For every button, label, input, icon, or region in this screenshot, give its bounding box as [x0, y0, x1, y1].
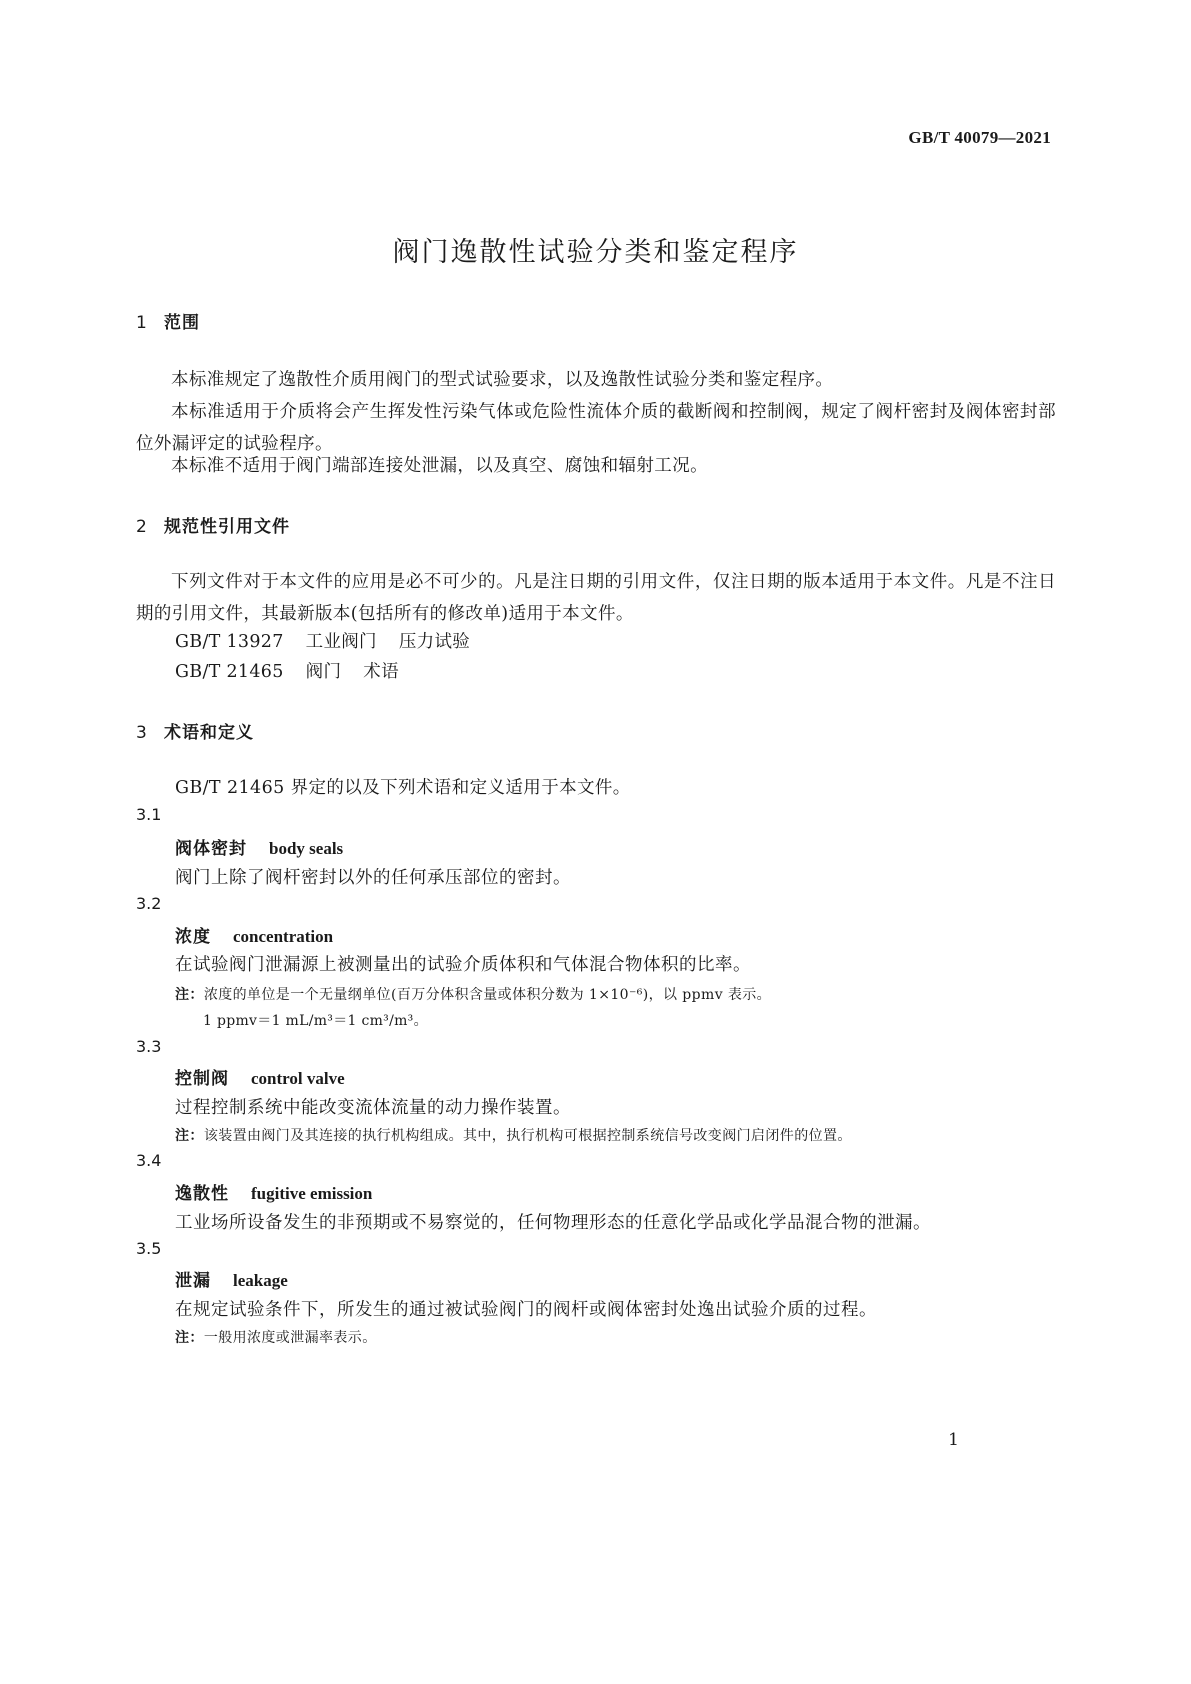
paragraph: 本标准不适用于阀门端部连接处泄漏，以及真空、腐蚀和辐射工况。 [171, 456, 708, 476]
term-number: 3.3 [136, 1037, 162, 1056]
note-label: 注： [175, 1330, 204, 1346]
note-label: 注： [175, 1128, 204, 1144]
term-en: control valve [251, 1069, 345, 1088]
section-1-heading [136, 308, 200, 333]
term-number: 3.5 [136, 1239, 162, 1258]
section-number: 3 [136, 723, 147, 743]
section-title: 范围 [164, 313, 200, 333]
reference-title-part: 阀门 [305, 662, 342, 682]
term-note [175, 1125, 852, 1145]
section-3-heading [136, 718, 254, 743]
term-zh: 控制阀 [175, 1069, 229, 1089]
paragraph: 下列文件对于本文件的应用是必不可少的。凡是注日期的引用文件，仅注日期的版本适用于本文件。凡是不注日期的引用文件，其最新版本(包括所有的修改单)适用于本文件。 [136, 572, 1056, 624]
term-zh: 浓度 [175, 927, 211, 947]
term-zh: 泄漏 [175, 1271, 211, 1291]
reference-code: GB/T 13927 [175, 632, 284, 652]
term-definition: 在试验阀门泄漏源上被测量出的试验介质体积和气体混合物体积的比率。 [175, 955, 751, 975]
section-number: 1 [136, 313, 147, 333]
term-number: 3.4 [136, 1151, 162, 1170]
term-definition: 过程控制系统中能改变流体流量的动力操作装置。 [175, 1098, 571, 1118]
section-number: 2 [136, 517, 147, 537]
term-note-line: 1 ppmv＝1 mL/m³＝1 cm³/m³。 [203, 1013, 428, 1029]
note-text: 浓度的单位是一个无量纲单位(百万分体积含量或体积分数为 1×10⁻⁶)，以 ppmv 表示。 [203, 987, 772, 1003]
reference-code: GB/T 21465 [175, 662, 284, 682]
term-note [175, 984, 771, 1004]
reference-title-part: 压力试验 [398, 632, 471, 652]
section-2-heading [136, 512, 290, 537]
reference-item [175, 628, 492, 653]
term-number: 3.1 [136, 805, 162, 824]
page-number: 1 [948, 1430, 959, 1450]
section-intro: GB/T 21465 界定的以及下列术语和定义适用于本文件。 [175, 778, 631, 798]
paragraph: 本标准规定了逸散性介质用阀门的型式试验要求，以及逸散性试验分类和鉴定程序。 [171, 370, 834, 390]
term-definition: 阀门上除了阀杆密封以外的任何承压部位的密封。 [175, 868, 571, 888]
section-title: 术语和定义 [164, 723, 254, 743]
term-number: 3.2 [136, 894, 162, 913]
section-title: 规范性引用文件 [164, 517, 290, 537]
term-en: fugitive emission [251, 1184, 373, 1203]
term-note [175, 1327, 377, 1347]
term-heading [175, 1064, 345, 1089]
standard-code: GB/T 40079—2021 [908, 128, 1051, 147]
paragraph: 本标准适用于介质将会产生挥发性污染气体或危险性流体介质的截断阀和控制阀，规定了阀杆密封及阀体密封部位外漏评定的试验程序。 [136, 402, 1056, 454]
term-en: leakage [233, 1271, 288, 1290]
term-zh: 阀体密封 [175, 839, 247, 859]
term-en: body seals [269, 839, 344, 858]
reference-title-part: 术语 [363, 662, 399, 682]
term-zh: 逸散性 [175, 1184, 229, 1204]
term-heading [175, 834, 343, 859]
note-label: 注： [175, 987, 204, 1003]
term-heading [175, 922, 333, 947]
term-definition: 工业场所设备发生的非预期或不易察觉的，任何物理形态的任意化学品或化学品混合物的泄漏。 [175, 1213, 931, 1233]
term-en: concentration [233, 927, 334, 946]
term-heading [175, 1266, 288, 1291]
reference-title-part: 工业阀门 [305, 632, 377, 652]
note-text: 一般用浓度或泄漏率表示。 [203, 1330, 377, 1346]
reference-item [175, 658, 421, 683]
term-definition: 在规定试验条件下，所发生的通过被试验阀门的阀杆或阀体密封处逸出试验介质的过程。 [175, 1300, 877, 1320]
term-heading [175, 1179, 372, 1204]
note-text: 该装置由阀门及其连接的执行机构组成。其中，执行机构可根据控制系统信号改变阀门启闭件的位置。 [203, 1128, 852, 1144]
page-title: 阀门逸散性试验分类和鉴定程序 [392, 237, 799, 268]
